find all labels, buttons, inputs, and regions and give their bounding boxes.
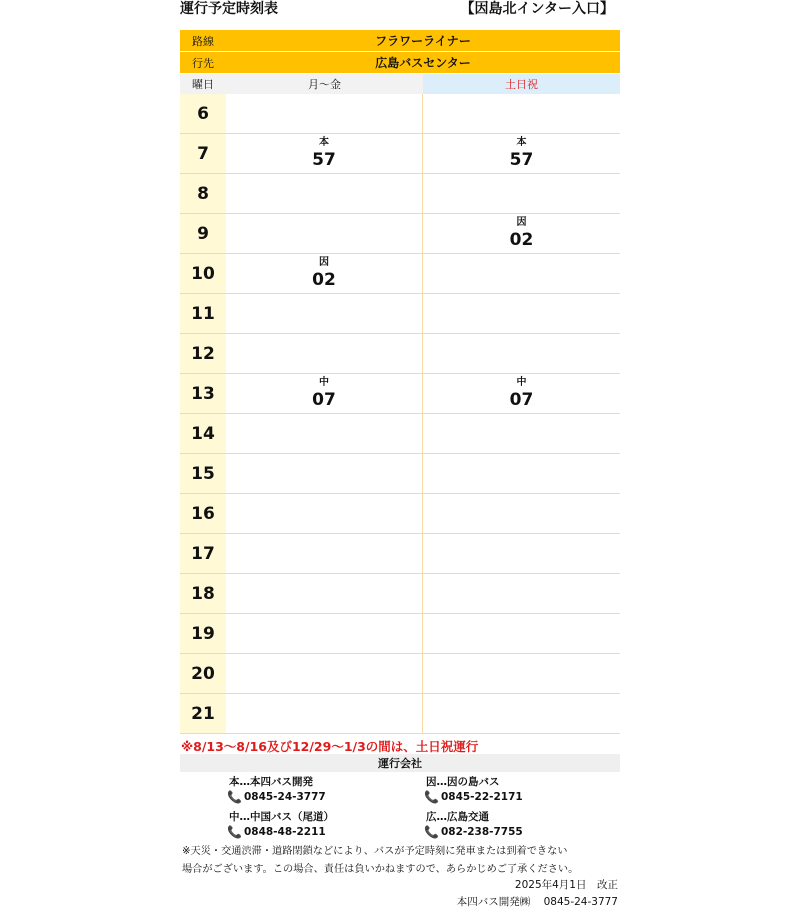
hour-row [180, 494, 620, 534]
hour-row [180, 694, 620, 734]
operator-name: 因…因の島バス [426, 776, 500, 788]
day-type-label: 曜日 [180, 74, 226, 94]
disclaimer [182, 843, 612, 879]
revision-date: 2025年4月1日 改正 [514, 879, 618, 891]
holiday-notice: ※8/13～8/16及び12/29～1/3の間は、土日祝運行 [181, 739, 479, 754]
weekday-cell [226, 294, 423, 333]
hour-label: 11 [180, 294, 226, 333]
weekend-cell [423, 294, 620, 333]
weekend-cell [423, 654, 620, 693]
weekend-cell [423, 454, 620, 493]
weekend-cell [423, 334, 620, 373]
hour-row [180, 294, 620, 334]
company-tel: 0845-24-3777 [543, 896, 618, 908]
operator-tel-number: 082-238-7755 [440, 826, 523, 838]
hour-label: 18 [180, 574, 226, 613]
hour-label: 10 [180, 254, 226, 293]
weekday-cell [226, 494, 423, 533]
phone-icon: 📞 [227, 790, 242, 804]
weekday-cell [226, 414, 423, 453]
operators-list [180, 774, 620, 844]
weekday-cell [226, 134, 423, 173]
hour-label: 7 [180, 134, 226, 173]
hour-label: 6 [180, 94, 226, 133]
departure [423, 136, 620, 170]
operator-tel [227, 826, 326, 838]
hour-label: 12 [180, 334, 226, 373]
document-title: 運行予定時刻表 [180, 1, 278, 17]
departure-minute: 57 [509, 150, 534, 170]
weekday-cell [226, 694, 423, 733]
operator-code: 中 [319, 377, 329, 388]
hour-row [180, 654, 620, 694]
route-row [180, 30, 620, 52]
weekend-cell [423, 174, 620, 213]
hour-row [180, 134, 620, 174]
hour-label: 8 [180, 174, 226, 213]
destination-row [180, 52, 620, 74]
weekend-cell [423, 534, 620, 573]
company-footer [457, 894, 618, 909]
hour-row [180, 334, 620, 374]
weekend-cell [423, 494, 620, 533]
weekday-cell [226, 214, 423, 253]
weekend-cell [423, 694, 620, 733]
operator-tel [424, 826, 523, 838]
departure [226, 136, 422, 170]
route-name: フラワーライナー [226, 30, 620, 51]
hour-row [180, 414, 620, 454]
hour-row [180, 574, 620, 614]
stop-name: 【因島北インター入口】 [460, 1, 614, 17]
operator-code: 本 [319, 137, 329, 148]
hour-label: 20 [180, 654, 226, 693]
operator-code: 因 [516, 217, 527, 228]
phone-icon: 📞 [227, 825, 242, 839]
weekend-cell [423, 94, 620, 133]
disclaimer-line: ※天災・交通渋滞・道路閉鎖などにより、バスが予定時刻に発車または到着できない [182, 846, 568, 857]
weekday-cell [226, 534, 423, 573]
weekday-cell [226, 374, 423, 413]
hour-row [180, 214, 620, 254]
departure [423, 376, 620, 410]
weekend-cell [423, 134, 620, 173]
hour-label: 19 [180, 614, 226, 653]
weekend-cell [423, 574, 620, 613]
phone-icon: 📞 [424, 790, 439, 804]
hour-label: 21 [180, 694, 226, 733]
departure-minute: 02 [509, 230, 534, 250]
hour-row [180, 614, 620, 654]
hour-label: 17 [180, 534, 226, 573]
hour-row [180, 374, 620, 414]
operator-tel [424, 791, 523, 803]
hour-label: 16 [180, 494, 226, 533]
operator-name: 本…本四バス開発 [229, 776, 313, 788]
hour-label: 14 [180, 414, 226, 453]
weekday-cell [226, 454, 423, 493]
departure [226, 376, 422, 410]
departure-minute: 02 [312, 270, 336, 290]
weekend-cell [423, 414, 620, 453]
hour-row [180, 254, 620, 294]
operator-code: 中 [516, 377, 527, 388]
operator-tel-number: 0848-48-2211 [243, 826, 326, 838]
timetable-header [180, 0, 620, 22]
departure [423, 216, 620, 250]
destination-label: 行先 [180, 52, 226, 73]
hour-rows [180, 94, 620, 734]
weekday-cell [226, 654, 423, 693]
departure [226, 256, 422, 290]
weekend-cell [423, 614, 620, 653]
hour-label: 15 [180, 454, 226, 493]
operator-code: 因 [319, 257, 329, 268]
departure-minute: 57 [312, 150, 336, 170]
timetable [180, 30, 620, 734]
operator-tel-number: 0845-24-3777 [243, 791, 326, 803]
weekend-cell [423, 214, 620, 253]
hour-row [180, 454, 620, 494]
operator-tel [227, 791, 326, 803]
operator-code: 本 [516, 137, 527, 148]
hour-row [180, 94, 620, 134]
hour-label: 13 [180, 374, 226, 413]
weekday-cell [226, 94, 423, 133]
hour-row [180, 534, 620, 574]
weekday-cell [226, 614, 423, 653]
departure-minute: 07 [312, 390, 336, 410]
disclaimer-line: 場合がございます。この場合、責任は負いかねますので、あらかじめご了承ください。 [182, 864, 579, 875]
company-name: 本四バス開発㈱ [456, 896, 531, 908]
weekday-cell [226, 174, 423, 213]
day-type-row [180, 74, 620, 94]
departure-minute: 07 [509, 390, 534, 410]
weekend-cell [423, 254, 620, 293]
weekday-header: 月～金 [226, 74, 423, 94]
weekday-cell [226, 334, 423, 373]
destination-name: 広島バスセンター [226, 52, 620, 73]
route-label: 路線 [180, 30, 226, 51]
weekday-cell [226, 574, 423, 613]
operators-heading: 運行会社 [180, 754, 620, 772]
phone-icon: 📞 [424, 825, 439, 839]
operator-tel-number: 0845-22-2171 [440, 791, 523, 803]
weekday-cell [226, 254, 423, 293]
hour-label: 9 [180, 214, 226, 253]
operator-name: 広…広島交通 [426, 811, 489, 823]
hour-row [180, 174, 620, 214]
operator-name: 中…中国バス（尾道） [229, 811, 334, 823]
weekend-header: 土日祝 [423, 74, 620, 94]
weekend-cell [423, 374, 620, 413]
